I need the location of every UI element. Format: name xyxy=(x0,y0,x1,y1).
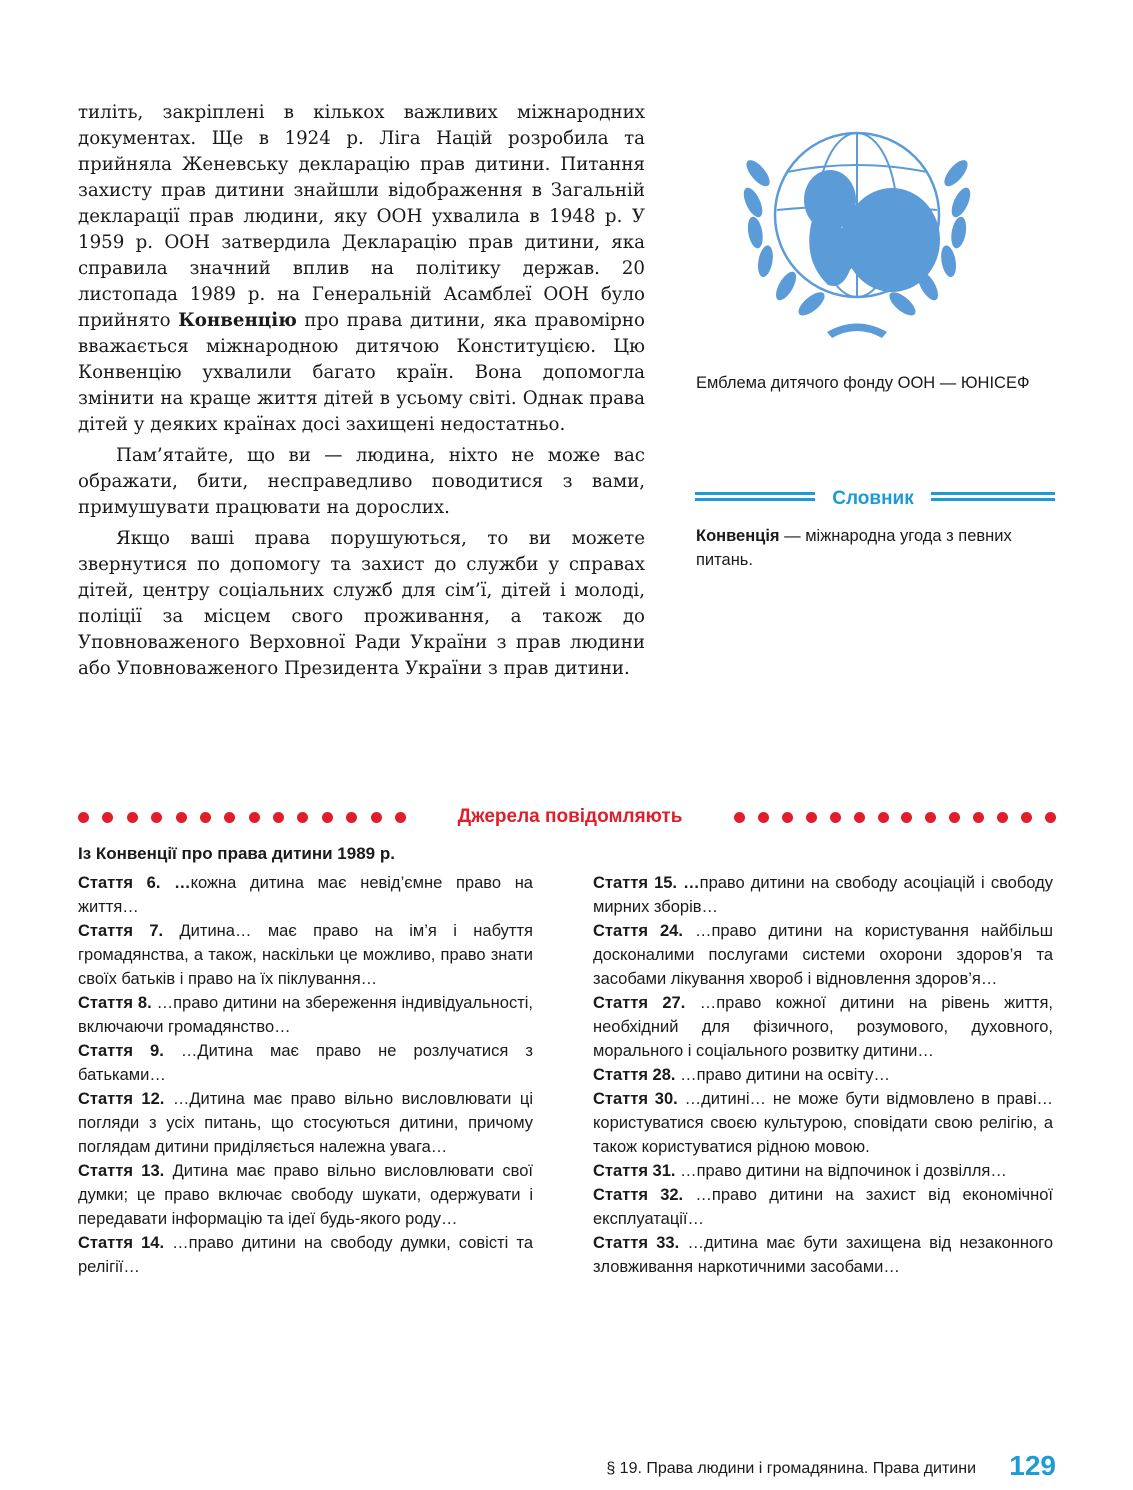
article-label: Стаття 7. xyxy=(78,922,164,940)
article-text: …Дитина має право не розлучатися з батьками… xyxy=(78,1042,534,1084)
paragraph-1-text-a: тиліть, закріплені в кількох важливих міжнародних документах. Ще в 1924 р. Ліга Націй розробила та прийняла Женевську декларацію прав дитини. Питання захисту прав дитини знайшли відображення в Загальній декларації прав людини, яку ООН ухвалила в 1948 р. У 1959 р. ООН затвердила Декларацію прав дитини, яка справила значний вплив на політику держав. 20 листопада 1989 р. на Генеральній Асамблеї ООН було прийнято xyxy=(78,102,645,331)
article-item xyxy=(593,1087,1053,1159)
article-label: Стаття 24. xyxy=(593,922,683,940)
article-label: Стаття 9. xyxy=(78,1042,164,1060)
article-label: Стаття 31. xyxy=(593,1162,676,1180)
article-text: …право дитини на відпочинок і дозвілля… xyxy=(675,1162,1007,1180)
glossary-bars-left xyxy=(695,492,815,506)
article-item xyxy=(78,1231,533,1279)
glossary-definition: — міжнародна угода з певних питань. xyxy=(696,527,1012,569)
article-item xyxy=(78,919,533,991)
article-label: Стаття 33. xyxy=(593,1234,680,1252)
page-footer xyxy=(560,1450,1056,1490)
article-text: Дитина… має право на ім’я і набуття громадянства, а також, наскільки це можливо, право знати своїх батьків і право на їх піклування… xyxy=(78,922,533,988)
glossary-bars-right xyxy=(931,492,1055,506)
article-item xyxy=(593,1063,1053,1087)
term-convention: Конвенцію xyxy=(178,310,297,331)
article-label: Стаття 28. xyxy=(593,1066,676,1084)
article-text: …дитина має бути захищена від незаконного зловживання наркотичними засобами… xyxy=(593,1234,1054,1276)
article-text: …право кожної дитини на рівень життя, необхідний для фізичного, розумового, духовного, морального і соціального розвитку дитини… xyxy=(593,994,1054,1060)
article-text: …Дитина має право вільно висловлювати ці погляди з усіх питань, що стосуються дитини, причому поглядам дитини приділяється належна увага… xyxy=(78,1090,533,1156)
sources-title: Джерела повідомляють xyxy=(457,806,683,827)
article-item xyxy=(593,1159,1053,1183)
article-label: Стаття 32. xyxy=(593,1186,684,1204)
article-item xyxy=(593,1183,1053,1231)
article-label: Стаття 15. … xyxy=(593,874,700,892)
articles-left-column xyxy=(78,871,533,1279)
paragraph-1-text-b: про права дитини, яка правомірно вважається міжнародною дитячою Конституцією. Цю Конвенцію ухвалили багато країн. Вона допомогла змінити на краще життя дітей в усьому світі. Однак права дітей у деяких країнах досі захищені недостатньо. xyxy=(78,310,645,435)
page-number: 129 xyxy=(1009,1450,1056,1481)
article-label: Стаття 8. xyxy=(78,994,152,1012)
article-label: Стаття 27. xyxy=(593,994,686,1012)
dots-right xyxy=(734,812,1056,824)
article-item xyxy=(78,1159,533,1231)
article-text: …дитині… не може бути відмовлено в праві… користуватися своєю культурою, сповідати свою релігію, а також користуватися рідною мовою. xyxy=(593,1090,1054,1156)
paragraph-3: Якщо ваші права порушуються, то ви можете звернутися по допомогу та захист до служби у справах дітей, центру соціальних служб для сім’ї, дітей і молоді, поліції за місцем свого проживання, а також до Уповноваженого Верховної Ради України з прав людини або Уповноваженого Президента України з прав дитини. xyxy=(78,528,645,679)
article-text: …право дитини на збереження індивідуальності, включаючи громадянство… xyxy=(78,994,533,1036)
glossary-header xyxy=(695,486,1055,512)
article-label: Стаття 6. … xyxy=(78,874,191,892)
dots-left xyxy=(78,812,406,824)
article-text: …право дитини на захист від економічної експлуатації… xyxy=(593,1186,1054,1228)
article-item xyxy=(593,919,1053,991)
article-text: …право дитини на освіту… xyxy=(675,1066,890,1084)
article-text: Дитина має право вільно висловлювати свої думки; це право включає свободу шукати, одержувати і передавати інформацію та ідеї будь-якого роду… xyxy=(78,1162,533,1228)
article-label: Стаття 14. xyxy=(78,1234,165,1252)
sources-header xyxy=(78,804,1056,830)
article-item xyxy=(78,871,533,919)
glossary-entry xyxy=(696,524,1056,572)
article-label: Стаття 12. xyxy=(78,1090,165,1108)
article-text: …право дитини на користування найбільш досконалими послугами системи охорони здоров’я та засобами лікування хвороб і відновлення здоров’я… xyxy=(593,922,1053,988)
article-item xyxy=(78,991,533,1039)
paragraph-1 xyxy=(78,100,645,438)
article-label: Стаття 30. xyxy=(593,1090,678,1108)
glossary-title: Словник xyxy=(832,488,914,509)
article-item xyxy=(593,1231,1053,1279)
paragraph-2: Пам’ятайте, що ви — людина, ніхто не може вас ображати, бити, несправедливо поводитися з вами, примушувати працювати на дорослих. xyxy=(78,445,645,518)
article-item xyxy=(593,871,1053,919)
article-text: …право дитини на свободу думки, совісті та релігії… xyxy=(78,1234,533,1276)
section-title: § 19. Права людини і громадянина. Права дитини xyxy=(606,1460,976,1477)
article-item xyxy=(78,1087,533,1159)
article-text: право дитини на свободу асоціацій і свободу мирних зборів… xyxy=(593,874,1053,916)
article-item xyxy=(78,1039,533,1087)
emblem-caption: Емблема дитячого фонду ООН — ЮНІСЕФ xyxy=(696,374,1030,392)
article-text: кожна дитина має невід’ємне право на життя… xyxy=(78,874,533,916)
unicef-emblem-icon xyxy=(742,110,972,360)
article-item xyxy=(593,991,1053,1063)
glossary-term: Конвенція xyxy=(696,527,780,545)
article-label: Стаття 13. xyxy=(78,1162,165,1180)
articles-right-column xyxy=(593,871,1053,1279)
main-text xyxy=(78,100,645,687)
document-title: Із Конвенції про права дитини 1989 р. xyxy=(78,844,395,863)
